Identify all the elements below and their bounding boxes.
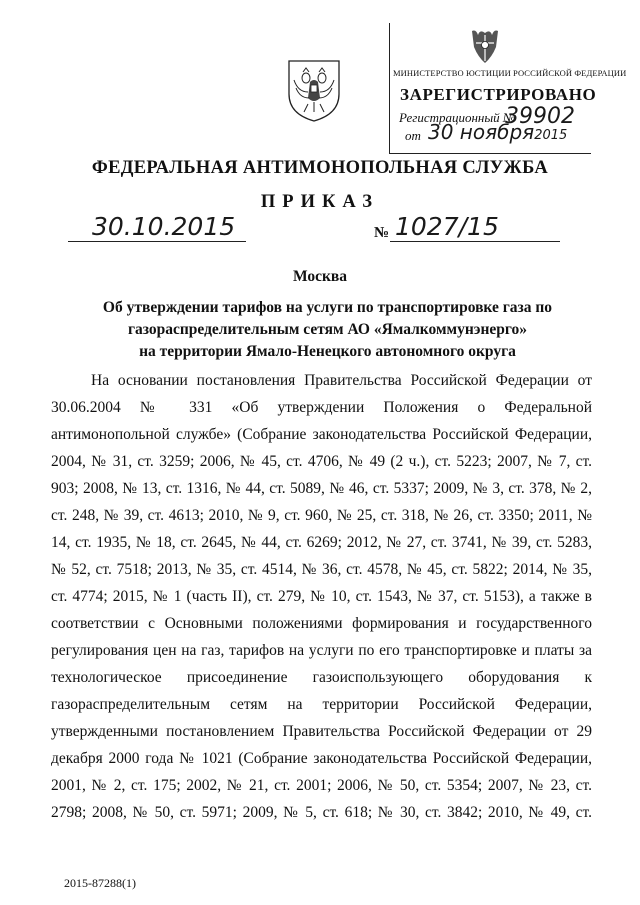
body-line: антимонопольной службе» (Собрание законодательства Российской Федерации, — [51, 426, 592, 443]
body-line: технологическое присоединение газоиспользующего оборудования к — [51, 669, 592, 686]
number-underline — [390, 241, 560, 242]
body-line: 30.06.2004 № 331 «Об утверждении Положения о Федеральной — [51, 399, 592, 416]
body-line: № 52, ст. 7518; 2013, № 35, ст. 4514, № 36, ст. 4578, № 45, ст. 5822; 2014, № 35, — [51, 561, 592, 578]
stamp-year: 2015 — [534, 128, 568, 143]
document-code: 2015-87288(1) — [64, 876, 136, 890]
body-line: газораспределительным сетям на территории Российской Федерации, — [51, 696, 592, 713]
body-line: утвержденными постановлением Правительства Российской Федерации от 29 — [51, 723, 592, 740]
stamp-date-text: 30 ноября — [428, 120, 535, 144]
stamp-ministry-name: МИНИСТЕРСТВО ЮСТИЦИИ РОССИЙСКОЙ ФЕДЕРАЦИИ — [393, 68, 627, 78]
body-line: 903; 2008, № 13, ст. 1316, № 44, ст. 5089, № 46, ст. 5337; 2009, № 3, ст. 378, № 2, — [51, 480, 592, 497]
subject-line: Об утверждении тарифов на услуги по транспортировке газа по — [102, 299, 553, 316]
body-line: 2001, № 2, ст. 175; 2002, № 21, ст. 2001; 2006, № 50, ст. 5354; 2007, № 23, ст. — [51, 777, 592, 794]
order-number: 1027/15 — [395, 212, 499, 241]
subject-line: газораспределительным сетям АО «Ямалкоммунэнерго» — [127, 321, 528, 338]
document-type: ПРИКАЗ — [260, 192, 380, 212]
subject-line: на территории Ямало-Ненецкого автономного округа — [139, 343, 516, 360]
body-line: ст. 248, № 39, ст. 4613; 2010, № 9, ст. 960, № 25, ст. 318, № 26, ст. 3350; 2011, № — [51, 507, 592, 524]
body-line: 2798; 2008, № 50, ст. 5971; 2009, № 5, ст. 618; № 30, ст. 3842; 2010, № 49, ст. — [51, 804, 592, 821]
stamp-reg-label: Регистрационный № — [399, 110, 516, 125]
agency-title: ФЕДЕРАЛЬНАЯ АНТИМОНОПОЛЬНАЯ СЛУЖБА — [91, 158, 549, 178]
body-line: На основании постановления Правительства Российской Федерации от — [91, 372, 592, 389]
body-line: соответствии с Основными положениями формирования и государственного — [51, 615, 592, 632]
body-line: регулирования цен на газ, тарифов на услуги по его транспортировке и платы за — [51, 642, 592, 659]
state-emblem-icon — [286, 58, 342, 124]
body-line: декабря 2000 года № 1021 (Собрание законодательства Российской Федерации, — [51, 750, 592, 767]
order-date: 30.10.2015 — [92, 212, 236, 241]
body-line: ст. 4774; 2015, № 1 (часть II), ст. 279, № 10, ст. 1543, № 37, ст. 5153), а также в — [51, 588, 592, 605]
body-line: 14, ст. 1935, № 18, ст. 2645, № 44, ст. 6269; 2012, № 27, ст. 3741, № 39, ст. 5283, — [51, 534, 592, 551]
date-underline — [68, 241, 246, 242]
order-subject — [60, 297, 595, 363]
city: Москва — [292, 268, 348, 285]
stamp-reg-number: 39902 — [505, 104, 575, 129]
stamp-date-value — [428, 120, 567, 144]
stamp-status: ЗАРЕГИСТРИРОВАНО — [400, 85, 597, 104]
number-sign: № — [374, 225, 390, 241]
stamp-emblem-icon — [468, 27, 502, 67]
stamp-date-label: от — [405, 128, 421, 143]
body-line: 2004, № 31, ст. 3259; 2006, № 45, ст. 4706, № 49 (2 ч.), ст. 5223; 2007, № 7, ст. — [51, 453, 592, 470]
